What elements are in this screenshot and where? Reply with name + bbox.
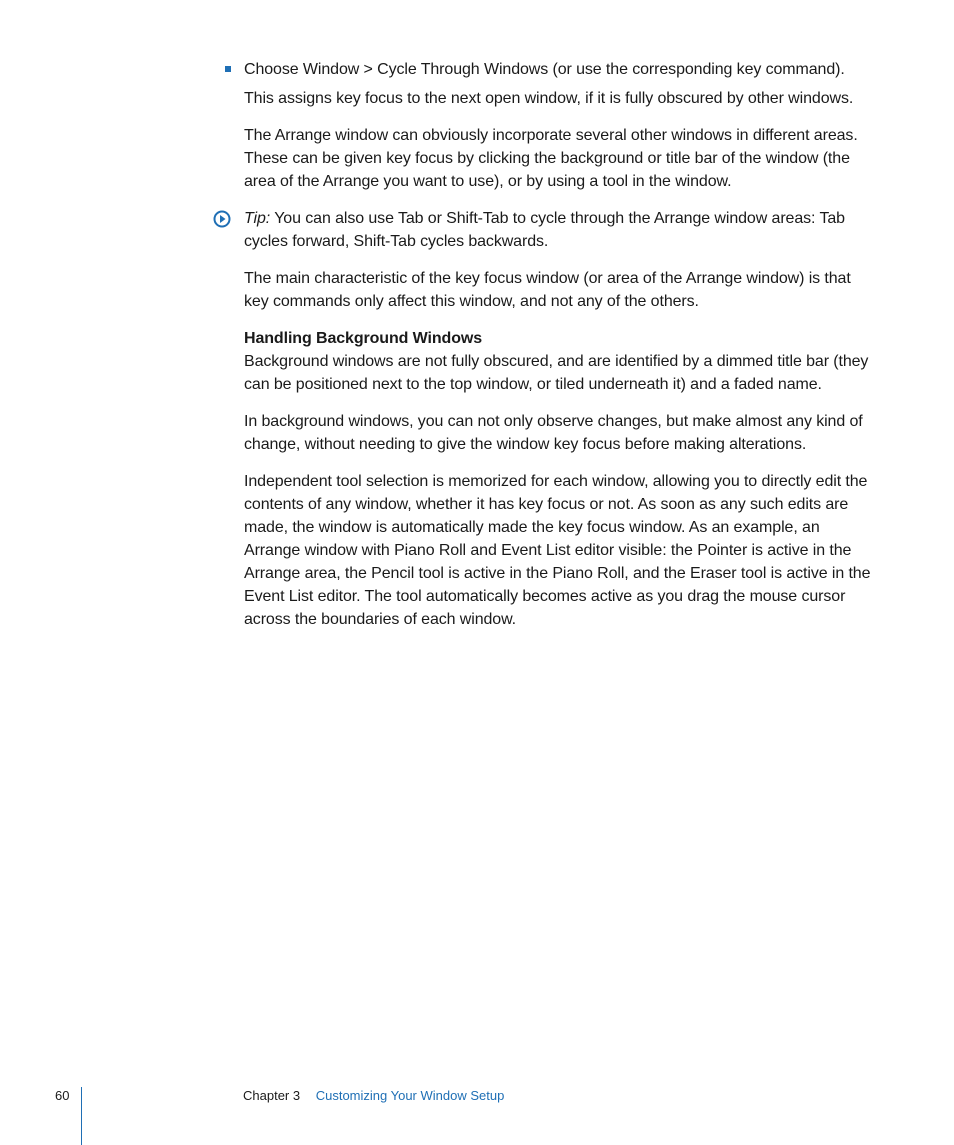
chapter-title: Customizing Your Window Setup — [315, 1088, 505, 1103]
paragraph: Independent tool selection is memorized for each window, allowing you to directly edit the contents of any window, whether it has key focus or not. As soon as any such edits are made, the window is automatically made the key focus window. As an example, an Arrange window with Piano Roll and Event List editor visible: the Pointer is active in the Arrange area, the Pencil tool is active in the Piano Roll, and the Eraser tool is active in the Event List editor. The tool automatically becomes active as you drag the mouse cursor across the boundaries of each window. — [244, 473, 871, 628]
page-number: 60 — [55, 1088, 70, 1103]
paragraph: This assigns key focus to the next open window, if it is fully obscured by other windows. — [244, 90, 854, 107]
square-bullet-icon — [225, 66, 231, 72]
tip-text: You can also use Tab or Shift-Tab to cycle through the Arrange window areas: Tab cycles forward, Shift-Tab cycles backwards. — [244, 210, 845, 250]
page-body — [244, 58, 874, 645]
paragraph: In background windows, you can not only observe changes, but make almost any kind of change, without needing to give the window key focus before making alterations. — [244, 413, 863, 453]
bullet-item — [244, 58, 874, 81]
tip-label: Tip: — [244, 210, 271, 227]
paragraph: The main characteristic of the key focus window (or area of the Arrange window) is that key commands only affect this window, and not any of the others. — [244, 270, 851, 310]
tip-callout — [244, 207, 874, 253]
paragraph: Background windows are not fully obscured, and are identified by a dimmed title bar (they can be positioned next to the top window, or tiled underneath it) and a faded name. — [244, 353, 869, 393]
running-footer — [243, 1088, 504, 1103]
footer-divider — [81, 1087, 82, 1145]
bullet-text: Choose Window > Cycle Through Windows (or use the corresponding key command). — [244, 61, 845, 78]
tip-arrow-icon — [213, 210, 231, 228]
paragraph: The Arrange window can obviously incorporate several other windows in different areas. These can be given key focus by clicking the background or title bar of the window (the area of the Arrange you want to use), or by using a tool in the window. — [244, 127, 858, 190]
section-heading: Handling Background Windows — [244, 330, 483, 347]
chapter-label: Chapter 3 — [243, 1088, 301, 1103]
